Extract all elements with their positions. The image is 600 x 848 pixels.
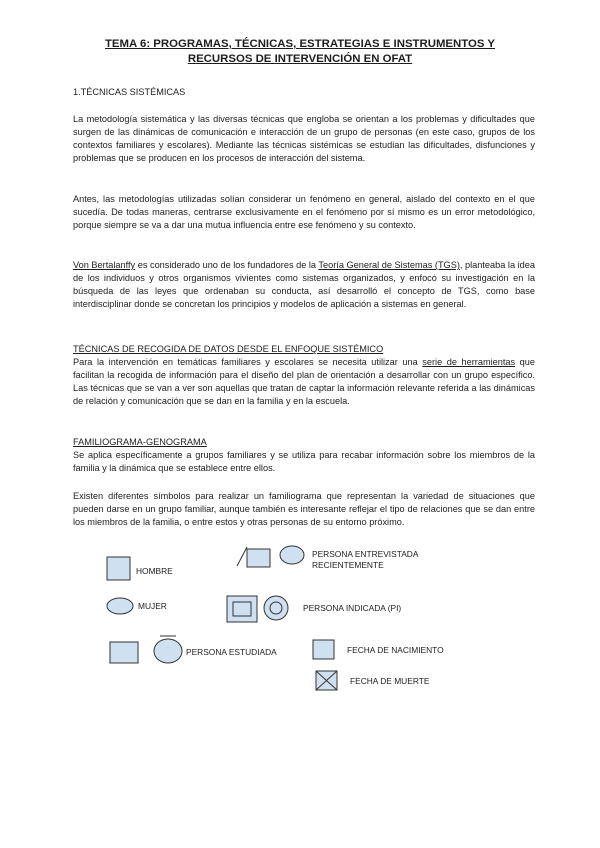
indicated-square-inner-icon: [233, 602, 251, 616]
studied-square-icon: [110, 642, 138, 663]
interviewed-mark-line: [237, 547, 247, 566]
label-estudiada: PERSONA ESTUDIADA: [186, 647, 277, 657]
section2-heading: TÉCNICAS DE RECOGIDA DE DATOS DESDE EL ENFOQUE SISTÉMICO: [73, 344, 384, 354]
theory-name: Teoría General de Sistemas (TGS): [318, 260, 460, 270]
studied-circle-icon: [154, 639, 182, 663]
label-muerte: FECHA DE MUERTE: [350, 676, 430, 686]
tools-phrase: serie de herramientas: [422, 357, 516, 367]
label-hombre: HOMBRE: [136, 566, 173, 576]
section3-heading: FAMILIOGRAMA-GENOGRAMA: [73, 437, 207, 447]
author-name: Von Bertalanffy: [73, 260, 136, 270]
label-indicada: PERSONA INDICADA (PI): [303, 603, 402, 613]
male-square-icon: [107, 557, 130, 580]
label-nacimiento: FECHA DE NACIMIENTO: [347, 645, 444, 655]
label-mujer: MUJER: [138, 601, 167, 611]
section1-paragraph-2: Antes, las metodologías utilizadas solían considerar un fenómeno en general, aislado del contexto en el que sucedía. De todas maneras, centrarse exclusivamente en el fenómeno por sí mismo es un error metodológico, porque siempre se va a dar una mutua influencia entre ese fenómeno y su contexto.: [73, 194, 535, 230]
section1-paragraph-1: La metodología sistemática y las diversas técnicas que engloba se orientan a los problemas y dificultades que surgen de las dinámicas de comunicación e interacción de un grupo de personas (en este caso, grupos de los contextos familiares y escolares). Mediante las técnicas sistémicas se estudian las dificultades, disfunciones y problemas que se producen en los procesos de interacción del sistema.: [73, 114, 535, 163]
birth-square-icon: [313, 640, 334, 659]
section1-paragraph-3: Von Bertalanffy es considerado uno de los fundadores de la Teoría General de Sistemas (TGS), planteaba la idea de los individuos y otros organismos vivientes como sistemas organizados, y enfocó su investigación en la búsqueda de las leyes que ordenaban su conducta, así desarrolló el concepto de TGS, como base interdisciplinar donde se concretan los principios y modelos de aplicación a sistemas en general.: [73, 260, 536, 309]
section2-paragraph: Para la intervención en temáticas familiares y escolares se necesita utilizar una serie de herramientas que facilitan la recogida de información para el diseño del plan de orientación a desarrollar con un grupo específico. Las técnicas que se van a ver son aquellas que tratan de captar la información relevante referida a las dinámicas de relación y comunicación que se dan en la familia y en la escuela.: [73, 357, 536, 406]
label-entrevistada-1: PERSONA ENTREVISTADA: [312, 549, 419, 559]
indicated-circle-inner-icon: [270, 602, 282, 614]
label-entrevistada-2: RECIENTEMENTE: [312, 560, 384, 570]
female-circle-icon: [107, 598, 133, 614]
section1-heading: 1.TÉCNICAS SISTÉMICAS: [73, 87, 186, 97]
interviewed-circle-icon: [280, 546, 304, 564]
section3-paragraph-2: Existen diferentes símbolos para realizar un familiograma que representan la variedad de situaciones que pueden darse en un grupo familiar, aunque también es interesante reflejar el tipo de relaciones que se dan entre los miembros de la familia, o entre estos y otras personas de su entorno próximo.: [73, 491, 535, 527]
interviewed-square-icon: [247, 549, 270, 567]
title-line-2: RECURSOS DE INTERVENCIÓN EN OFAT: [187, 53, 413, 65]
title-line-1: TEMA 6: PROGRAMAS, TÉCNICAS, ESTRATEGIAS E INSTRUMENTOS Y: [104, 38, 496, 50]
section3-paragraph-1: Se aplica específicamente a grupos familiares y se utiliza para recabar información sobre los miembros de la familia y la dinámica que se establece entre ellos.: [73, 450, 535, 473]
